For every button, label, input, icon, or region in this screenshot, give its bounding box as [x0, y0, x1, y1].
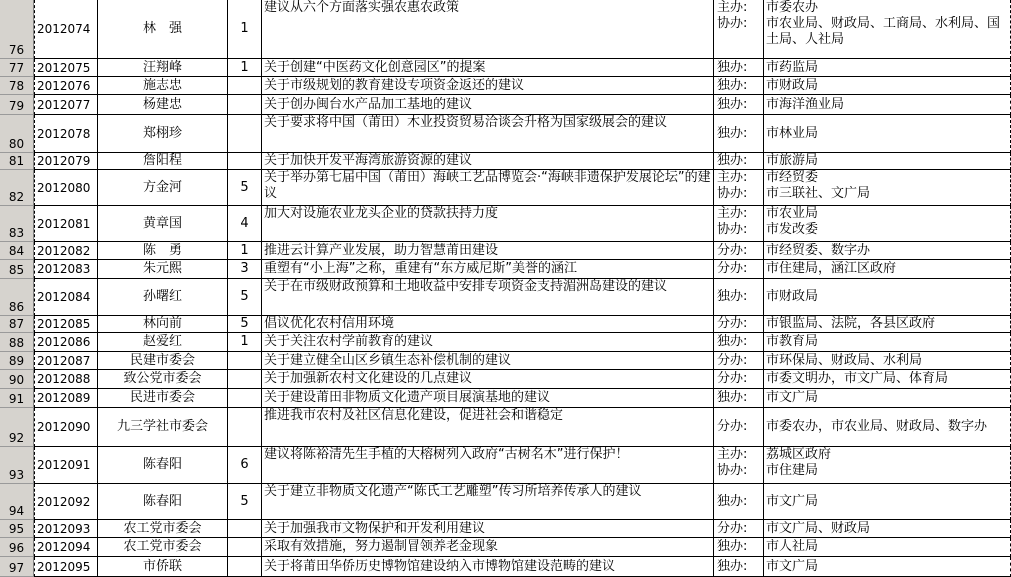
row-header[interactable]: [0, 115, 34, 153]
handling-units: 市委文明办，市文广局、体育局: [766, 371, 949, 386]
proposer-name-cell[interactable]: 林向前: [98, 316, 228, 333]
handling-type-cell[interactable]: [714, 206, 764, 242]
proposer-name-cell[interactable]: 陈 勇: [98, 242, 228, 260]
handling-type: 独办:: [717, 539, 748, 554]
row-header[interactable]: [0, 316, 34, 333]
handling-type: 独办:: [717, 153, 748, 168]
row-number: 82: [8, 190, 25, 204]
table-row: [0, 520, 1011, 538]
handling-units-cell[interactable]: [764, 333, 1011, 352]
row-number: 91: [8, 392, 25, 406]
table-row: [0, 59, 1011, 77]
handling-type: 协办:: [717, 16, 748, 31]
handling-type-cell[interactable]: [714, 447, 764, 484]
handling-units: 市文广局: [766, 493, 819, 509]
proposal-id-cell[interactable]: 2012075: [34, 59, 98, 77]
count-cell[interactable]: [228, 153, 262, 170]
row-number: 97: [8, 561, 25, 575]
handling-units-cell[interactable]: [764, 153, 1011, 170]
handling-units: 市文广局: [766, 390, 819, 405]
table-row: [0, 206, 1011, 242]
handling-units-cell[interactable]: [764, 484, 1011, 520]
row-header[interactable]: [0, 389, 34, 408]
count-cell[interactable]: [228, 538, 262, 557]
proposer-name-cell[interactable]: 朱元熙: [98, 260, 228, 279]
count-cell[interactable]: [228, 389, 262, 408]
row-number: 89: [8, 354, 25, 368]
proposer-name-cell[interactable]: 陈春阳: [98, 447, 228, 484]
handling-type: 分办:: [717, 261, 748, 276]
table-row: [0, 279, 1011, 316]
row-number: 96: [8, 541, 25, 555]
row-number: 81: [8, 154, 25, 168]
proposal-title-cell[interactable]: 关于创建“中医药文化创意园区”的提案: [262, 59, 714, 77]
proposer-name-cell[interactable]: 林 强: [98, 0, 228, 59]
handling-units: 市农业局: [766, 206, 819, 221]
row-number: 78: [8, 79, 25, 93]
proposer-name-cell[interactable]: 詹阳程: [98, 153, 228, 170]
handling-type-cell[interactable]: [714, 520, 764, 538]
count-cell[interactable]: [228, 370, 262, 389]
proposal-title-cell[interactable]: 推进我市农村及社区信息化建设，促进社会和谐稳定: [262, 408, 714, 447]
count-cell[interactable]: [228, 77, 262, 95]
row-header[interactable]: [0, 352, 34, 370]
handling-units: 市委农办: [766, 0, 819, 15]
proposal-title-cell[interactable]: 关于加强我市文物保护和开发利用建议: [262, 520, 714, 538]
handling-units-cell[interactable]: [764, 206, 1011, 242]
table-row: [0, 77, 1011, 95]
handling-units: 市海洋渔业局: [766, 96, 845, 112]
handling-units: 市农业局、财政局、工商局、水利局、国土局、人社局: [766, 16, 1001, 47]
handling-type: 独办:: [717, 289, 748, 304]
handling-units: 市林业局: [766, 125, 819, 141]
handling-type: 分办:: [717, 371, 748, 386]
handling-type-cell[interactable]: [714, 115, 764, 153]
proposal-id-cell[interactable]: 2012078: [34, 115, 98, 153]
count-cell[interactable]: 1: [228, 242, 262, 260]
handling-units-cell[interactable]: [764, 59, 1011, 77]
row-header[interactable]: [0, 206, 34, 242]
row-number: 83: [8, 226, 25, 240]
count-cell[interactable]: 1: [228, 59, 262, 77]
count-cell[interactable]: [228, 520, 262, 538]
proposal-id-cell[interactable]: 2012095: [34, 557, 98, 577]
row-number: 84: [8, 244, 25, 258]
row-header[interactable]: [0, 260, 34, 279]
proposal-id-cell[interactable]: 2012079: [34, 153, 98, 170]
proposal-id-cell[interactable]: 2012088: [34, 370, 98, 389]
proposal-title-cell[interactable]: 关于建立健全山区乡镇生态补偿机制的建议: [262, 352, 714, 370]
count-cell[interactable]: 5: [228, 279, 262, 316]
handling-type: 分办:: [717, 352, 748, 368]
handling-type: 独办:: [717, 96, 748, 112]
row-number: 79: [8, 99, 25, 113]
count-cell[interactable]: 6: [228, 447, 262, 484]
row-number: 92: [8, 431, 25, 445]
row-header[interactable]: [0, 242, 34, 260]
row-header[interactable]: [0, 170, 34, 206]
row-header[interactable]: [0, 0, 34, 59]
handling-type-cell[interactable]: [714, 538, 764, 557]
handling-units-cell[interactable]: [764, 447, 1011, 484]
handling-type: 独办:: [717, 59, 748, 75]
handling-units-cell[interactable]: [764, 77, 1011, 95]
handling-units: 市财政局: [766, 289, 819, 304]
proposer-name-cell[interactable]: 致公党市委会: [98, 370, 228, 389]
row-number: 76: [8, 43, 25, 57]
row-header[interactable]: [0, 59, 34, 77]
table-row: [0, 95, 1011, 115]
proposal-id-cell[interactable]: 2012080: [34, 170, 98, 206]
count-cell[interactable]: [228, 557, 262, 577]
proposal-id-cell[interactable]: 2012087: [34, 352, 98, 370]
handling-type: 独办:: [717, 390, 748, 405]
handling-units-cell[interactable]: [764, 316, 1011, 333]
row-header[interactable]: [0, 408, 34, 447]
proposal-id-cell[interactable]: 2012082: [34, 242, 98, 260]
handling-type-cell[interactable]: [714, 316, 764, 333]
table-row: [0, 389, 1011, 408]
handling-units-cell[interactable]: [764, 115, 1011, 153]
proposal-id-cell[interactable]: 2012076: [34, 77, 98, 95]
count-cell[interactable]: [228, 115, 262, 153]
handling-type: 分办:: [717, 419, 748, 434]
table-row: [0, 170, 1011, 206]
handling-type: 主办:: [717, 447, 748, 462]
handling-type-cell[interactable]: [714, 95, 764, 115]
proposal-title-cell[interactable]: 关于建设莆田非物质文化遗产项目展演基地的建议: [262, 389, 714, 408]
table-row: [0, 260, 1011, 279]
handling-type: 独办:: [717, 125, 748, 141]
proposal-title-cell[interactable]: 关于要求将中国（莆田）木业投资贸易洽谈会升格为国家级展会的建议: [262, 115, 714, 153]
table-row: [0, 242, 1011, 260]
handling-units-cell[interactable]: [764, 408, 1011, 447]
proposal-id-cell[interactable]: 2012081: [34, 206, 98, 242]
handling-type-cell[interactable]: [714, 0, 764, 59]
proposal-title-cell[interactable]: 倡议优化农村信用环境: [262, 316, 714, 333]
row-number: 88: [8, 336, 25, 350]
handling-type-cell[interactable]: [714, 333, 764, 352]
handling-type-cell[interactable]: [714, 557, 764, 577]
row-header[interactable]: [0, 557, 34, 577]
proposal-id-cell[interactable]: 2012074: [34, 0, 98, 59]
proposal-title-cell[interactable]: 关于将莆田华侨历史博物馆建设纳入市博物馆建设范畴的建议: [262, 557, 714, 577]
handling-type: 协办:: [717, 222, 748, 237]
handling-type: 独办:: [717, 558, 748, 574]
table-row: [0, 316, 1011, 333]
row-number: 90: [8, 373, 25, 387]
count-cell[interactable]: [228, 95, 262, 115]
handling-units: 市住建局，涵江区政府: [766, 261, 897, 276]
handling-type: 独办:: [717, 77, 748, 93]
handling-units: 市委农办，市农业局、财政局、数字办: [766, 419, 988, 434]
proposer-name-cell[interactable]: 黄章国: [98, 206, 228, 242]
row-header[interactable]: [0, 153, 34, 170]
proposer-name-cell[interactable]: 杨建忠: [98, 95, 228, 115]
handling-units: 市药监局: [766, 59, 819, 75]
row-header[interactable]: [0, 279, 34, 316]
count-cell[interactable]: 5: [228, 484, 262, 520]
handling-type-cell[interactable]: [714, 242, 764, 260]
row-number: 93: [8, 468, 25, 482]
proposal-title-cell[interactable]: 关于加强新农村文化建设的几点建议: [262, 370, 714, 389]
proposal-title-cell[interactable]: 建议将陈裕清先生手植的大榕树列入政府“古树名木”进行保护！: [262, 447, 714, 484]
proposer-name-cell[interactable]: 九三学社市委会: [98, 408, 228, 447]
handling-type-cell[interactable]: [714, 484, 764, 520]
proposal-title-cell[interactable]: 重塑有“小上海”之称，重建有“东方威尼斯”美誉的涵江: [262, 260, 714, 279]
handling-units-cell[interactable]: [764, 260, 1011, 279]
count-cell[interactable]: 1: [228, 0, 262, 59]
handling-type-cell[interactable]: [714, 77, 764, 95]
handling-type: 主办:: [717, 206, 748, 221]
handling-type-cell[interactable]: [714, 370, 764, 389]
handling-units-cell[interactable]: [764, 557, 1011, 577]
row-header[interactable]: [0, 538, 34, 557]
proposal-title-cell[interactable]: 关于市级规划的教育建设专项资金返还的建议: [262, 77, 714, 95]
proposal-id-cell[interactable]: 2012091: [34, 447, 98, 484]
row-number: 94: [8, 504, 25, 518]
handling-units-cell[interactable]: [764, 279, 1011, 316]
table-row: [0, 408, 1011, 447]
handling-units: 市发改委: [766, 222, 819, 237]
handling-units: 市银监局、法院，各县区政府: [766, 316, 936, 331]
proposal-id-cell[interactable]: 2012085: [34, 316, 98, 333]
handling-type-cell[interactable]: [714, 352, 764, 370]
handling-type: 协办:: [717, 463, 748, 478]
proposer-name-cell[interactable]: 汪翔峰: [98, 59, 228, 77]
handling-type-cell[interactable]: [714, 279, 764, 316]
handling-units-cell[interactable]: [764, 170, 1011, 206]
row-number: 80: [8, 137, 25, 151]
proposer-name-cell[interactable]: 农工党市委会: [98, 520, 228, 538]
row-number: 87: [8, 317, 25, 331]
handling-type: 分办:: [717, 316, 748, 331]
handling-units: 市经贸委、数字办: [766, 242, 871, 258]
proposal-title-cell[interactable]: 建议从六个方面落实强农惠农政策: [262, 0, 714, 59]
handling-units-cell[interactable]: [764, 389, 1011, 408]
proposal-title-cell[interactable]: 关于举办第七届中国（莆田）海峡工艺品博览会·“海峡非遗保护发展论坛”的建议: [262, 170, 714, 206]
handling-units-cell[interactable]: [764, 95, 1011, 115]
count-cell[interactable]: 4: [228, 206, 262, 242]
proposal-id-cell[interactable]: 2012083: [34, 260, 98, 279]
table-row: [0, 447, 1011, 484]
row-header[interactable]: [0, 95, 34, 115]
table-row: [0, 333, 1011, 352]
row-number: 86: [8, 300, 25, 314]
handling-units: 荔城区政府: [766, 447, 832, 462]
row-number: 95: [8, 522, 25, 536]
handling-units: 市环保局、财政局、水利局: [766, 352, 923, 368]
table-row: [0, 370, 1011, 389]
handling-units: 市人社局: [766, 539, 819, 554]
table-row: [0, 153, 1011, 170]
handling-units: 市经贸委: [766, 170, 819, 185]
handling-units: 市文广局: [766, 558, 819, 574]
count-cell[interactable]: [228, 352, 262, 370]
count-cell[interactable]: 5: [228, 316, 262, 333]
row-header[interactable]: [0, 520, 34, 538]
count-cell[interactable]: [228, 408, 262, 447]
handling-units: 市住建局: [766, 463, 819, 478]
count-cell[interactable]: 5: [228, 170, 262, 206]
handling-type: 主办:: [717, 170, 748, 185]
table-row: [0, 0, 1011, 59]
handling-units-cell[interactable]: [764, 370, 1011, 389]
proposal-id-cell[interactable]: 2012090: [34, 408, 98, 447]
handling-type-cell[interactable]: [714, 170, 764, 206]
row-header[interactable]: [0, 484, 34, 520]
proposer-name-cell[interactable]: 孙曙红: [98, 279, 228, 316]
handling-type-cell[interactable]: [714, 389, 764, 408]
proposer-name-cell[interactable]: 农工党市委会: [98, 538, 228, 557]
handling-type-cell[interactable]: [714, 408, 764, 447]
proposal-id-cell[interactable]: 2012092: [34, 484, 98, 520]
row-header[interactable]: [0, 77, 34, 95]
handling-type: 独办:: [717, 493, 748, 509]
handling-type: 分办:: [717, 242, 748, 258]
proposal-id-cell[interactable]: 2012089: [34, 389, 98, 408]
handling-units-cell[interactable]: [764, 520, 1011, 538]
handling-type: 分办:: [717, 520, 748, 536]
handling-type-cell[interactable]: [714, 59, 764, 77]
row-number: 77: [8, 61, 25, 75]
handling-type: 协办:: [717, 186, 748, 201]
table-row: [0, 352, 1011, 370]
table-row: [0, 115, 1011, 153]
proposer-name-cell[interactable]: 陈春阳: [98, 484, 228, 520]
proposal-title-cell[interactable]: 关于创办闽台水产品加工基地的建议: [262, 95, 714, 115]
handling-units-cell[interactable]: [764, 242, 1011, 260]
proposal-id-cell[interactable]: 2012093: [34, 520, 98, 538]
proposer-name-cell[interactable]: 民建市委会: [98, 352, 228, 370]
count-cell[interactable]: 3: [228, 260, 262, 279]
proposal-title-cell[interactable]: 关于在市级财政预算和土地收益中安排专项资金支持湄洲岛建设的建议: [262, 279, 714, 316]
proposal-title-cell[interactable]: 采取有效措施，努力遏制冒领养老金现象: [262, 538, 714, 557]
proposal-id-cell[interactable]: 2012094: [34, 538, 98, 557]
proposer-name-cell[interactable]: 郑栩珍: [98, 115, 228, 153]
proposer-name-cell[interactable]: 市侨联: [98, 557, 228, 577]
proposal-title-cell[interactable]: 关于关注农村学前教育的建议: [262, 333, 714, 352]
handling-units: 市文广局、财政局: [766, 520, 871, 536]
row-header[interactable]: [0, 447, 34, 484]
handling-units: 市财政局: [766, 77, 819, 93]
proposal-title-cell[interactable]: 推进云计算产业发展，助力智慧莆田建设: [262, 242, 714, 260]
proposer-name-cell[interactable]: 民进市委会: [98, 389, 228, 408]
proposal-id-cell[interactable]: 2012086: [34, 333, 98, 352]
row-number: 85: [8, 263, 25, 277]
handling-units: 市旅游局: [766, 153, 819, 168]
handling-type-cell[interactable]: [714, 260, 764, 279]
proposal-title-cell[interactable]: 加大对设施农业龙头企业的贷款扶持力度: [262, 206, 714, 242]
table-row: [0, 484, 1011, 520]
row-header[interactable]: [0, 370, 34, 389]
proposer-name-cell[interactable]: 方金河: [98, 170, 228, 206]
proposer-name-cell[interactable]: 施志忠: [98, 77, 228, 95]
proposal-title-cell[interactable]: 关于加快开发平海湾旅游资源的建议: [262, 153, 714, 170]
handling-type: 独办:: [717, 334, 748, 349]
proposal-title-cell[interactable]: 关于建立非物质文化遗产“陈氏工艺雕塑”传习所培养传承人的建议: [262, 484, 714, 520]
handling-type: 主办:: [717, 0, 748, 15]
handling-units-cell[interactable]: [764, 0, 1011, 59]
proposal-id-cell[interactable]: 2012084: [34, 279, 98, 316]
table-row: [0, 557, 1011, 577]
count-cell[interactable]: 1: [228, 333, 262, 352]
handling-units-cell[interactable]: [764, 352, 1011, 370]
handling-units: 市三联社、文广局: [766, 186, 871, 201]
handling-units: 市教育局: [766, 334, 819, 349]
row-header[interactable]: [0, 333, 34, 352]
handling-units-cell[interactable]: [764, 538, 1011, 557]
proposer-name-cell[interactable]: 赵爱红: [98, 333, 228, 352]
table-row: [0, 538, 1011, 557]
proposal-id-cell[interactable]: 2012077: [34, 95, 98, 115]
handling-type-cell[interactable]: [714, 153, 764, 170]
